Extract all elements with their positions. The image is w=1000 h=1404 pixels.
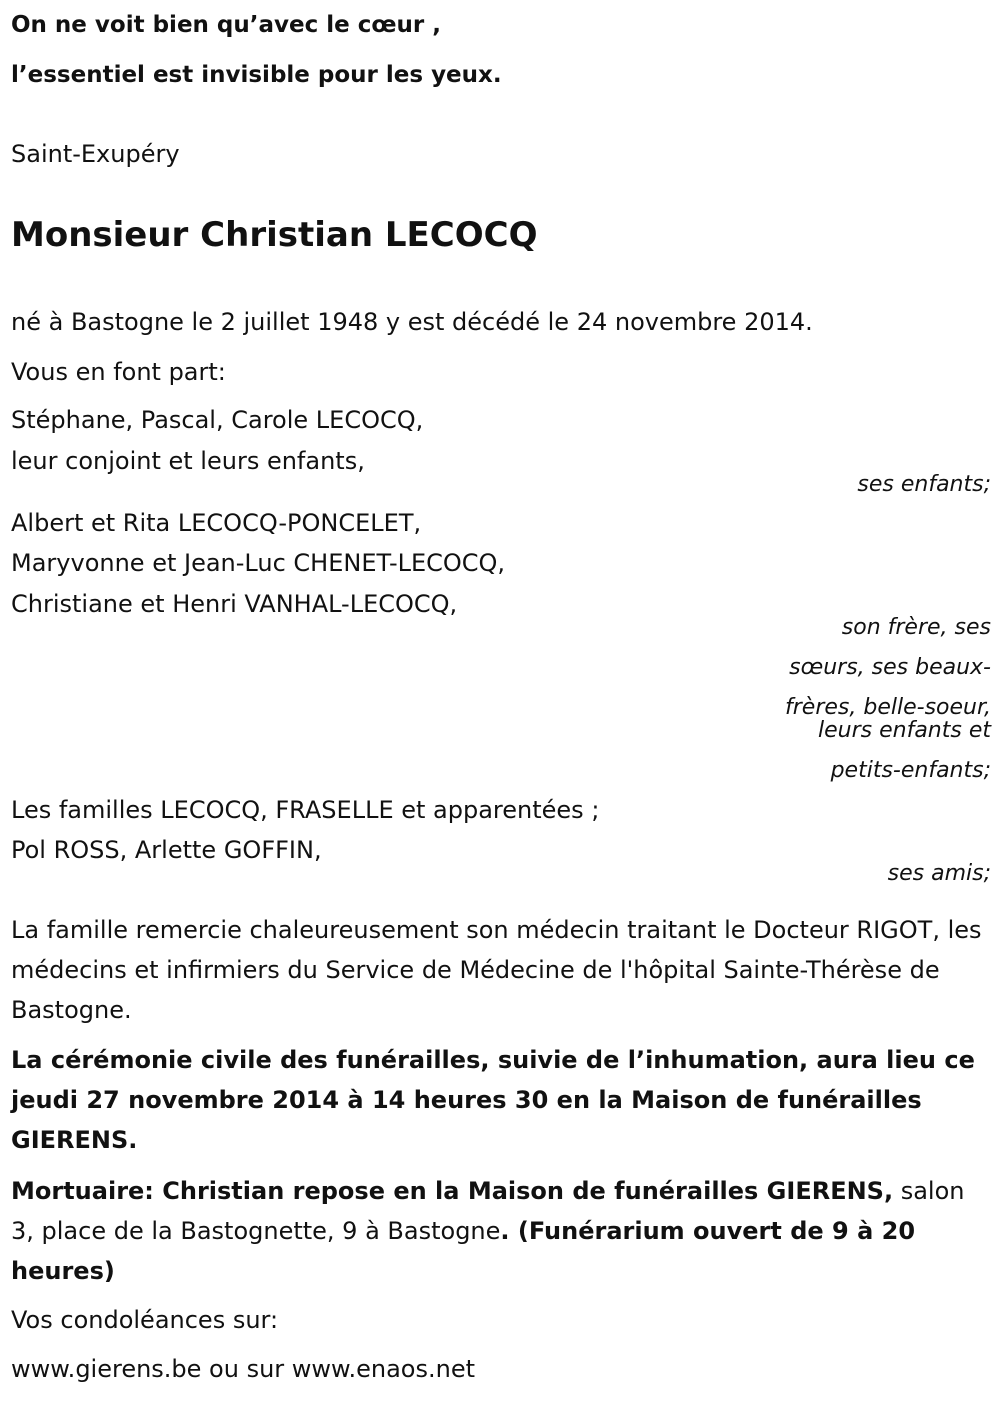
- children-relation: ses enfants;: [857, 472, 991, 497]
- condolences-sites: www.gierens.be ou sur www.enaos.net: [11, 1355, 475, 1383]
- siblings-line-1: Albert et Rita LECOCQ-PONCELET,: [11, 509, 422, 537]
- siblings-relation-3: frères, belle-soeur,: [785, 695, 991, 720]
- siblings-relation-1: son frère, ses: [841, 615, 991, 640]
- friends-line-2: Pol ROSS, Arlette GOFFIN,: [11, 836, 322, 864]
- friends-line-1: Les familles LECOCQ, FRASELLE et apparentées ;: [11, 796, 600, 824]
- mortuary-address: salon 3, place de la Bastognette, 9 à Bastogne: [11, 1177, 965, 1245]
- ceremony-paragraph: La cérémonie civile des funérailles, suivie de l’inhumation, aura lieu ce jeudi 27 novembre 2014 à 14 heures 30 en la Maison de funérailles GIERENS.: [11, 1046, 975, 1154]
- mortuary-bold: Mortuaire: Christian repose en la Maison de funérailles GIERENS,: [11, 1177, 894, 1205]
- quote-line-1: On ne voit bien qu’avec le cœur ,: [11, 12, 442, 38]
- deceased-name: Monsieur Christian LECOCQ: [11, 215, 538, 255]
- birth-death-line: né à Bastogne le 2 juillet 1948 y est décédé le 24 novembre 2014.: [11, 308, 813, 336]
- friends-relation: ses amis;: [887, 861, 991, 886]
- mortuary-paragraph: [11, 1171, 991, 1291]
- siblings-relation-5: petits-enfants;: [830, 758, 991, 783]
- siblings-relation-2: sœurs, ses beaux-: [789, 655, 991, 680]
- siblings-relation-4: leurs enfants et: [818, 718, 991, 743]
- siblings-line-3: Christiane et Henri VANHAL-LECOCQ,: [11, 590, 458, 618]
- quote-author: Saint-Exupéry: [11, 140, 180, 168]
- children-line-2: leur conjoint et leurs enfants,: [11, 447, 365, 475]
- thanks-paragraph: La famille remercie chaleureusement son médecin traitant le Docteur RIGOT, les médecins et infirmiers du Service de Médecine de l'hôpital Sainte-Thérèse de Bastogne.: [11, 916, 982, 1024]
- quote-line-2: l’essentiel est invisible pour les yeux.: [11, 62, 502, 88]
- mortuary-hours: . (Funérarium ouvert de 9 à 20 heures): [11, 1217, 916, 1285]
- siblings-line-2: Maryvonne et Jean-Luc CHENET-LECOCQ,: [11, 549, 506, 577]
- condolences-intro: Vos condoléances sur:: [11, 1306, 279, 1334]
- announce-intro: Vous en font part:: [11, 358, 226, 386]
- children-line-1: Stéphane, Pascal, Carole LECOCQ,: [11, 406, 424, 434]
